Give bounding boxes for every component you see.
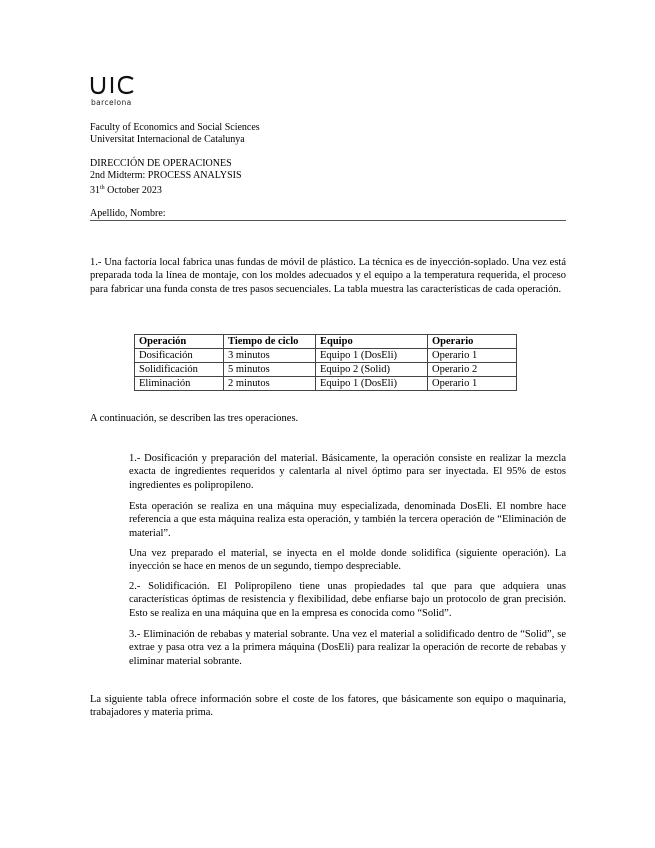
closing-text: La siguiente tabla ofrece información sobre el coste de los fatores, que básicamente son equipo o maquinaria, trabajadores y materia prima. [90,694,566,719]
table-cell: Equipo 1 (DosEli) [316,377,428,391]
name-label: Apellido, Nombre: [90,208,166,219]
operations-table [134,334,517,391]
table-header-row [135,335,517,349]
table-cell: 2 minutos [224,377,316,391]
table-cell: Equipo 2 (Solid) [316,363,428,377]
uic-logo-mark [90,74,136,96]
table-header: Equipo [316,335,428,349]
step-dosificacion-machine: Esta operación se realiza en una máquina muy especializada, denominada DosEli. El nombre hace referencia a que esta máquina realiza esta operación, y también la tercera operación de “Eliminación de material”. [129,501,566,539]
university-name: Universitat Internacional de Catalunya [90,134,245,145]
date-day: 31 [90,185,100,196]
step-solidificacion: 2.- Solidificación. El Polipropileno tiene unas propiedades tal que para que adquiera unas características óptimas de resistencia y flexibilidad, debe enfiarse bajo un protocolo de gran precisión. Esto se realiza en una máquina que en la empresa es conocida como “Solid”. [129,581,566,619]
faculty-name: Faculty of Economics and Social Sciences [90,122,260,133]
table-row [135,363,517,377]
course-title: DIRECCIÓN DE OPERACIONES [90,158,232,169]
exam-date [90,182,162,197]
exam-title: 2nd Midterm: PROCESS ANALYSIS [90,170,242,181]
table-cell: 3 minutos [224,349,316,363]
table-cell: Operario 2 [428,363,517,377]
table-row [135,349,517,363]
logo-subtext: barcelona [91,98,132,107]
table-header: Tiempo de ciclo [224,335,316,349]
table-header: Operario [428,335,517,349]
table-row [135,377,517,391]
table-cell: Equipo 1 (DosEli) [316,349,428,363]
uic-logo [90,74,140,110]
table-cell: Operario 1 [428,377,517,391]
step-dosificacion-injection: Una vez preparado el material, se inyecta en el molde donde solidifica (siguiente operación). La inyección se hace en menos de un segundo, tiempo despreciable. [129,548,566,573]
question-intro: 1.- Una factoría local fabrica unas fundas de móvil de plástico. La técnica es de inyección-soplado. Una vez está preparada toda la línea de montaje, con los moldes adecuados y el equipo a la temperatura requerida, el proceso para fabricar una funda consta de tres pasos secuenciales. La tabla muestra las características de cada operación. [90,257,566,295]
table-cell: Solidificación [135,363,224,377]
step-eliminacion: 3.- Eliminación de rebabas y material sobrante. Una vez el material a solidificado dentro de “Solid”, se extrae y pasa otra vez a la primera máquina (DosEli) para realizar la operación de recorte de rebabas y eliminar material sobrante. [129,629,566,667]
continuation-text: A continuación, se describen las tres operaciones. [90,413,299,424]
date-rest: October 2023 [104,185,162,196]
name-field-line [90,208,566,221]
table-cell: Eliminación [135,377,224,391]
table-cell: Operario 1 [428,349,517,363]
table-header: Operación [135,335,224,349]
date-suffix: th [100,185,105,191]
table-cell: 5 minutos [224,363,316,377]
table-cell: Dosificación [135,349,224,363]
step-dosificacion: 1.- Dosificación y preparación del material. Básicamente, la operación consiste en realizar la mezcla exacta de ingredientes requeridos y calentarla al nivel óptimo para ser inyectada. El 95% de estos ingredientes es polipropileno. [129,453,566,491]
